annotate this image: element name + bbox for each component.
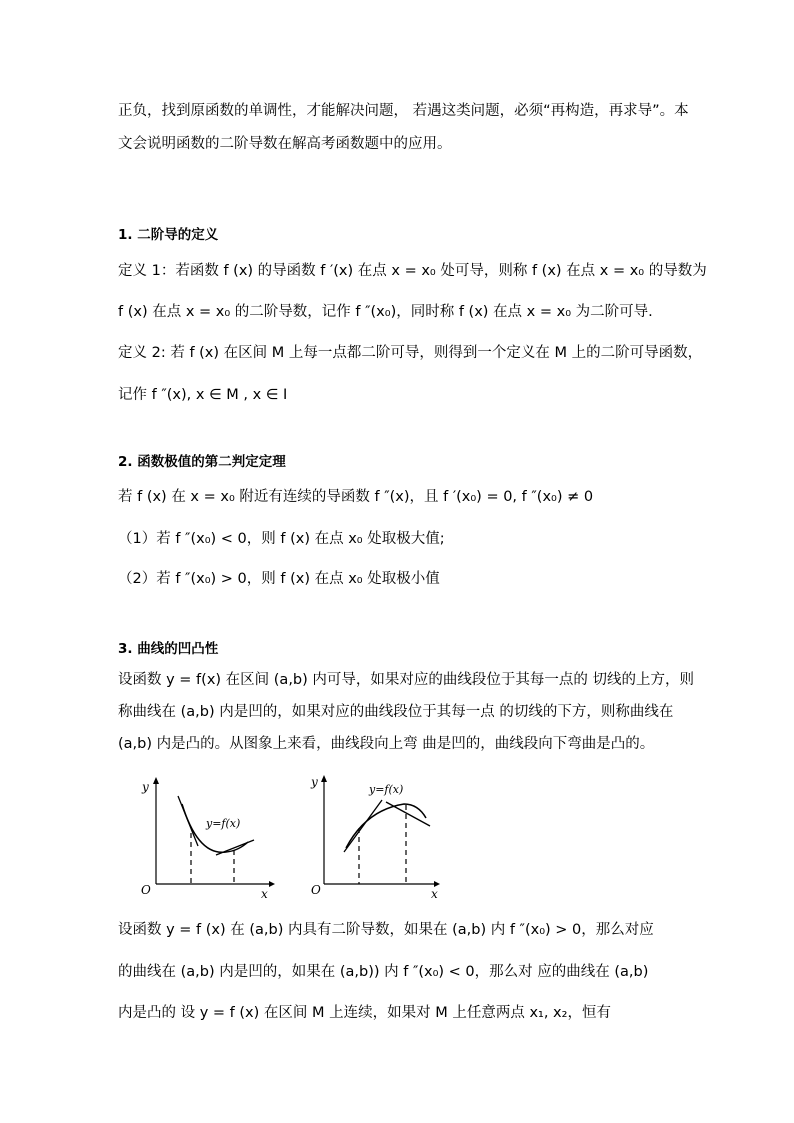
definition-1-line-1: 定义 1：若函数 f (x) 的导函数 f ′(x) 在点 x = x₀ 处可导，则称 f (x) 在点 x = x₀ 的导数为	[118, 263, 707, 279]
section-2-heading: 2. 函数极值的第二判定定理	[118, 454, 286, 470]
intro-line-1: 正负，找到原函数的单调性，才能解决问题， 若遇这类问题，必须“再构造，再求导”。本	[118, 103, 689, 119]
curve-label: y=f(x)	[369, 783, 404, 796]
figure-concave	[136, 772, 276, 902]
second-derivative-line-2: 的曲线在 (a,b) 内是凹的，如果在 (a,b)) 内 f ″(x₀) < 0，那么对 应的曲线在 (a,b)	[118, 964, 649, 980]
x-axis-label: x	[261, 887, 268, 901]
x-axis-arrow	[269, 881, 275, 887]
concave-diagram	[136, 772, 276, 902]
convexity-line-3: (a,b) 内是凸的。从图象上来看，曲线段向上弯 曲是凹的，曲线段向下弯曲是凸的。	[118, 736, 655, 752]
tangent-line-1	[178, 796, 198, 846]
y-axis-arrow	[153, 777, 159, 784]
section-1-heading: 1. 二阶导的定义	[118, 227, 219, 243]
origin-label: O	[311, 883, 321, 897]
definition-1-line-2: f (x) 在点 x = x₀ 的二阶导数，记作 f ″(x₀)，同时称 f (x) 在点 x = x₀ 为二阶可导.	[118, 304, 653, 320]
second-derivative-line-3: 内是凸的 设 y = f (x) 在区间 M 上连续，如果对 M 上任意两点 x₁, x₂，恒有	[118, 1005, 611, 1021]
curve-label: y=f(x)	[206, 817, 241, 830]
figure-convex	[306, 772, 446, 902]
theorem-line-1: 若 f (x) 在 x = x₀ 附近有连续的导函数 f ″(x)，且 f ′(x₀) = 0, f ″(x₀) ≠ 0	[118, 489, 594, 505]
convexity-line-1: 设函数 y = f(x) 在区间 (a,b) 内可导，如果对应的曲线段位于其每一点的 切线的上方，则	[118, 672, 695, 688]
y-axis-label: y	[142, 780, 149, 794]
definition-2-line-1: 定义 2: 若 f (x) 在区间 M 上每一点都二阶可导，则得到一个定义在 M 上的二阶可导函数，	[118, 345, 703, 361]
section-3-heading: 3. 曲线的凹凸性	[118, 641, 219, 657]
convex-curve	[346, 804, 426, 848]
definition-2-line-2: 记作 f ″(x), x ∈ M , x ∈ I	[118, 387, 288, 403]
second-derivative-line-1: 设函数 y = f (x) 在 (a,b) 内具有二阶导数，如果在 (a,b) 内 f ″(x₀) > 0，那么对应	[118, 922, 654, 938]
intro-line-2: 文会说明函数的二阶导数在解高考函数题中的应用。	[118, 136, 452, 152]
y-axis-label: y	[311, 775, 318, 789]
y-axis-arrow	[321, 775, 327, 782]
convexity-line-2: 称曲线在 (a,b) 内是凹的，如果对应的曲线段位于其每一点 的切线的下方，则称曲线在	[118, 704, 674, 720]
theorem-case-2: （2）若 f ″(x₀) > 0，则 f (x) 在点 x₀ 处取极小值	[118, 571, 440, 587]
tangent-line-2	[216, 840, 254, 855]
origin-label: O	[141, 883, 151, 897]
tangent-line-1	[344, 800, 382, 852]
convex-diagram	[306, 772, 446, 902]
x-axis-label: x	[431, 887, 438, 901]
theorem-case-1: （1）若 f ″(x₀) < 0，则 f (x) 在点 x₀ 处取极大值;	[118, 531, 445, 547]
